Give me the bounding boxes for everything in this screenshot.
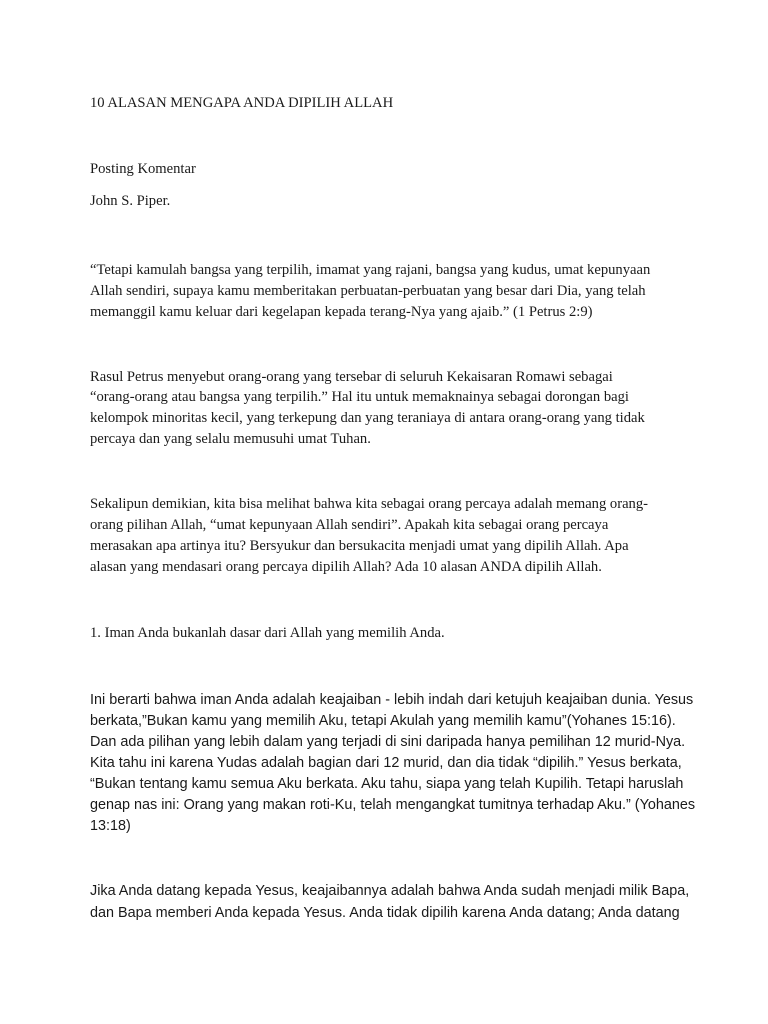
section-heading: 1. Iman Anda bukanlah dasar dari Allah yang memilih Anda.	[90, 625, 445, 641]
paragraph-line: Kita tahu ini karena Yudas adalah bagian dari 12 murid, dan dia tidak “dipilih.” Yesus berkata,	[90, 755, 682, 771]
document-subtitle: Posting Komentar	[90, 161, 196, 177]
paragraph-line: genap nas ini: Orang yang makan roti-Ku, telah mengangkat tumitnya terhadap Aku.” (Yohanes	[90, 797, 696, 813]
paragraph-line: kelompok minoritas kecil, yang terkepung dan yang teraniaya di antara orang-orang yang tidak	[90, 410, 645, 426]
paragraph-line: memanggil kamu keluar dari kegelapan kepada terang-Nya yang ajaib.” (1 Petrus 2:9)	[90, 304, 593, 320]
paragraph-line: dan Bapa memberi Anda kepada Yesus. Anda tidak dipilih karena Anda datang; Anda datang	[90, 905, 680, 921]
paragraph-line: percaya dan yang selalu memusuhi umat Tuhan.	[90, 431, 371, 447]
paragraph-line: “Bukan tentang kamu semua Aku berkata. Aku tahu, siapa yang telah Kupilih. Tetapi haruslah	[90, 776, 684, 792]
document-author: John S. Piper.	[90, 193, 171, 209]
paragraph-line: merasakan apa artinya itu? Bersyukur dan bersukacita menjadi umat yang dipilih Allah. Apa	[90, 538, 629, 554]
paragraph-line: Ini berarti bahwa iman Anda adalah keajaiban - lebih indah dari ketujuh keajaiban dunia. Yesus	[90, 692, 694, 708]
paragraph-line: Rasul Petrus menyebut orang-orang yang tersebar di seluruh Kekaisaran Romawi sebagai	[90, 369, 613, 385]
paragraph-line: orang pilihan Allah, “umat kepunyaan Allah sendiri”. Apakah kita sebagai orang percaya	[90, 517, 609, 533]
paragraph-line: berkata,”Bukan kamu yang memilih Aku, tetapi Akulah yang memilih kamu”(Yohanes 15:16).	[90, 713, 676, 729]
paragraph-line: Sekalipun demikian, kita bisa melihat bahwa kita sebagai orang percaya adalah memang orang-	[90, 496, 649, 512]
paragraph-line: 13:18)	[90, 818, 131, 834]
paragraph-line: Allah sendiri, supaya kamu memberitakan perbuatan-perbuatan yang besar dari Dia, yang telah	[90, 283, 646, 299]
paragraph-line: “orang-orang atau bangsa yang terpilih.” Hal itu untuk memaknainya sebagai dorongan bagi	[90, 389, 629, 405]
paragraph-line: “Tetapi kamulah bangsa yang terpilih, imamat yang rajani, bangsa yang kudus, umat kepunyaan	[90, 262, 651, 278]
paragraph-line: Jika Anda datang kepada Yesus, keajaibannya adalah bahwa Anda sudah menjadi milik Bapa,	[90, 883, 690, 899]
paragraph-line: Dan ada pilihan yang lebih dalam yang terjadi di sini daripada hanya pemilihan 12 murid-Nya.	[90, 734, 686, 750]
paragraph-line: alasan yang mendasari orang percaya dipilih Allah? Ada 10 alasan ANDA dipilih Allah.	[90, 559, 602, 575]
document-title: 10 ALASAN MENGAPA ANDA DIPILIH ALLAH	[90, 95, 394, 111]
